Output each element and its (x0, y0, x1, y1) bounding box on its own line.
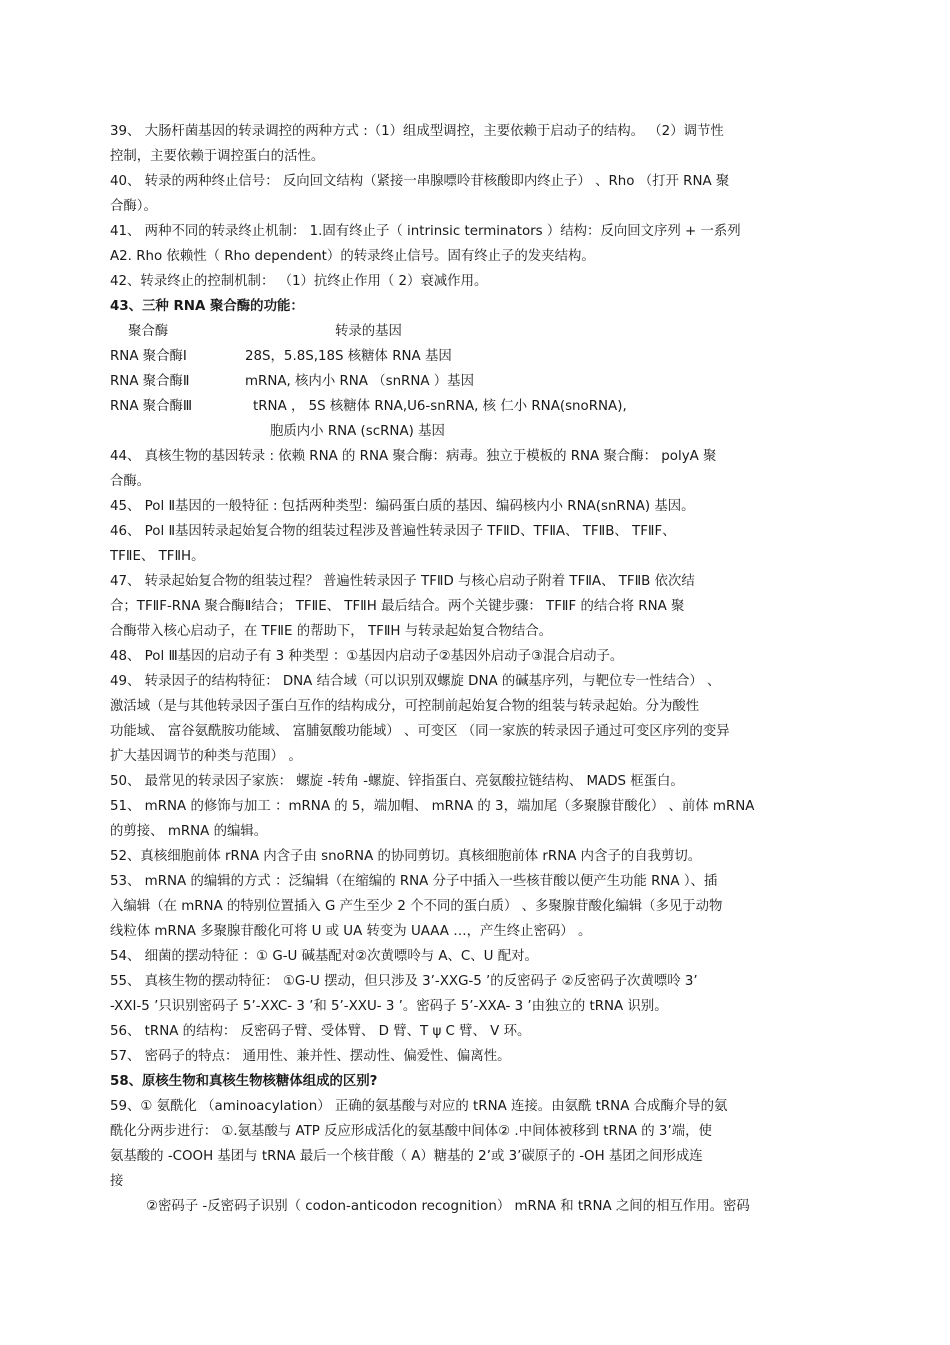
line-43: 43、三种 RNA 聚合酶的功能： (110, 299, 304, 314)
line-59b: 酰化分两步进行： ①.氨基酸与 ATP 反应形成活化的氨基酸中间体② .中间体被移到 tRNA 的 3’端，使 (110, 1124, 712, 1139)
table-cell-polymerase: RNA 聚合酶Ⅰ (110, 349, 187, 364)
line-58: 58、原核生物和真核生物核糖体组成的区别? (110, 1074, 378, 1089)
line-59d: 接 (110, 1174, 124, 1189)
line-42: 42、转录终止的控制机制： （1）抗终止作用（ 2）衰减作用。 (110, 274, 488, 289)
line-40b: 合酶）。 (110, 199, 157, 214)
line-51a: 51、 mRNA 的修饰与加工 ：mRNA 的 5，端加帽、 mRNA 的 3，端加尾（多聚腺苷酸化） 、前体 mRNA (110, 799, 755, 814)
line-47a: 47、 转录起始复合物的组装过程？ 普遍性转录因子 TFⅡD 与核心启动子附着 TFⅡA、 TFⅡB 依次结 (110, 574, 695, 589)
table-cell-genes: 28S，5.8S,18S 核糖体 RNA 基因 (245, 349, 452, 364)
line-55a: 55、 真核生物的摆动特征： ①G-U 摆动，但只涉及 3’-XXG-5 ’的反密码子 ②反密码子次黄嘌呤 3’ (110, 974, 698, 989)
table-cell-polymerase: RNA 聚合酶Ⅲ (110, 399, 193, 414)
line-49c: 功能域、 富谷氨酰胺功能域、 富脯氨酸功能域） 、可变区 （同一家族的转录因子通过可变区序列的变异 (110, 724, 730, 739)
line-54: 54、 细菌的摆动特征 ：① G-U 碱基配对②次黄嘌呤与 A、C、U 配对。 (110, 949, 538, 964)
table-cell-polymerase: RNA 聚合酶Ⅱ (110, 374, 190, 389)
line-41a: 41、 两种不同的转录终止机制： 1.固有终止子（ intrinsic terminators ）结构：反向回文序列 + 一系列 (110, 224, 741, 239)
table-row (110, 394, 850, 419)
line-59a: 59、① 氨酰化 （aminoacylation） 正确的氨基酸与对应的 tRNA 连接。由氨酰 tRNA 合成酶介导的氨 (110, 1099, 728, 1114)
line-46b: TFⅡE、 TFⅡH。 (110, 549, 205, 564)
line-49d: 扩大基因调节的种类与范围） 。 (110, 749, 302, 764)
table-row-continuation: 胞质内小 RNA (scRNA) 基因 (270, 424, 445, 439)
line-46a: 46、 Pol Ⅱ基因转录起始复合物的组装过程涉及普遍性转录因子 TFⅡD、TFⅡA、 TFⅡB、 TFⅡF、 (110, 524, 676, 539)
line-47b: 合；TFⅡF-RNA 聚合酶Ⅱ结合； TFⅡE、 TFⅡH 最后结合。两个关键步骤： TFⅡF 的结合将 RNA 聚 (110, 599, 685, 614)
table-header-polymerase: 聚合酶 (128, 324, 169, 339)
line-50: 50、 最常见的转录因子家族： 螺旋 -转角 -螺旋、锌指蛋白、亮氨酸拉链结构、 MADS 框蛋白。 (110, 774, 684, 789)
line-39b: 控制，主要依赖于调控蛋白的活性。 (110, 149, 325, 164)
line-51b: 的剪接、 mRNA 的编辑。 (110, 824, 268, 839)
line-49a: 49、 转录因子的结构特征： DNA 结合域（可以识别双螺旋 DNA 的碱基序列，与靶位专一性结合） 、 (110, 674, 721, 689)
table-row (110, 344, 850, 369)
line-49b: 激活域（是与其他转录因子蛋白互作的结构成分，可控制前起始复合物的组装与转录起始。分为酸性 (110, 699, 700, 714)
line-56: 56、 tRNA 的结构： 反密码子臂、受体臂、 D 臂、T ψ C 臂、 V 环。 (110, 1024, 531, 1039)
table-cell-genes: mRNA, 核内小 RNA （snRNA ）基因 (245, 374, 474, 389)
line-48: 48、 Pol Ⅲ基因的启动子有 3 种类型 ：①基因内启动子②基因外启动子③混合启动子。 (110, 649, 624, 664)
line-44a: 44、 真核生物的基因转录 : 依赖 RNA 的 RNA 聚合酶：病毒。独立于模板的 RNA 聚合酶： polyA 聚 (110, 449, 717, 464)
line-59c: 氨基酸的 -COOH 基团与 tRNA 最后一个核苷酸（ A）糖基的 2’或 3’碳原子的 -OH 基团之间形成连 (110, 1149, 703, 1164)
line-55b: -XXI-5 ’只识别密码子 5’-XXC- 3 ’和 5’-XXU- 3 ’。密码子 5’-XXA- 3 ’由独立的 tRNA 识别。 (110, 999, 668, 1014)
line-53b: 入编辑（在 mRNA 的特别位置插入 G 产生至少 2 个不同的蛋白质） 、多聚腺苷酸化编辑（多见于动物 (110, 899, 723, 914)
document-page (110, 119, 850, 1219)
table-cell-genes: tRNA ， 5S 核糖体 RNA,U6-snRNA, 核 仁小 RNA(snoRNA), (253, 399, 627, 414)
table-row (110, 369, 850, 394)
table-header-genes: 转录的基因 (335, 324, 402, 339)
line-40a: 40、 转录的两种终止信号： 反向回文结构（紧接一串腺嘌呤苷核酸即内终止子） 、Rho （打开 RNA 聚 (110, 174, 730, 189)
line-53c: 线粒体 mRNA 多聚腺苷酸化可将 U 或 UA 转变为 UAAA …，产生终止密码） 。 (110, 924, 592, 939)
line-47c: 合酶带入核心启动子，在 TFⅡE 的帮助下， TFⅡH 与转录起始复合物结合。 (110, 624, 553, 639)
line-41b: A2. Rho 依赖性（ Rho dependent）的转录终止信号。固有终止子的发夹结构。 (110, 249, 595, 264)
line-57: 57、 密码子的特点： 通用性、兼并性、摆动性、偏爱性、偏离性。 (110, 1049, 511, 1064)
line-59e: ②密码子 -反密码子识别（ codon-anticodon recognition） mRNA 和 tRNA 之间的相互作用。密码 (146, 1199, 750, 1214)
line-53a: 53、 mRNA 的编辑的方式 ：泛编辑（在缩编的 RNA 分子中插入一些核苷酸以便产生功能 RNA ）、插 (110, 874, 718, 889)
line-52: 52、真核细胞前体 rRNA 内含子由 snoRNA 的协同剪切。真核细胞前体 rRNA 内含子的自我剪切。 (110, 849, 702, 864)
line-44b: 合酶。 (110, 474, 151, 489)
line-39a: 39、 大肠杆菌基因的转录调控的两种方式 :（1）组成型调控，主要依赖于启动子的结构。 （2）调节性 (110, 124, 724, 139)
table-header (110, 319, 850, 344)
line-45: 45、 Pol Ⅱ基因的一般特征 : 包括两种类型：编码蛋白质的基因、编码核内小 RNA(snRNA) 基因。 (110, 499, 695, 514)
